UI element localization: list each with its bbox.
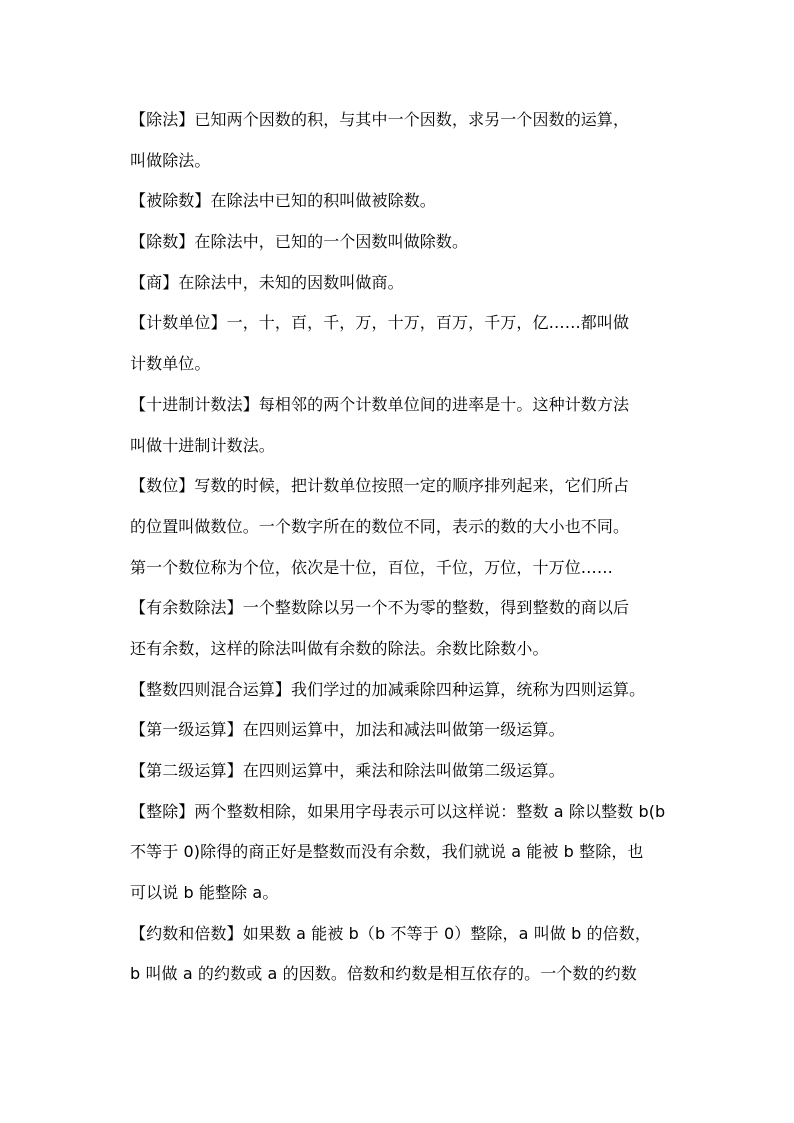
text-line: 【约数和倍数】如果数 a 能被 b（b 不等于 0）整除，a 叫做 b 的倍数， bbox=[130, 923, 651, 943]
text-line: 【整除】两个整数相除，如果用字母表示可以这样说：整数 a 除以整数 b(b bbox=[130, 801, 666, 821]
text-line: 计数单位。 bbox=[130, 354, 211, 374]
text-line: 【数位】写数的时候，把计数单位按照一定的顺序排列起来，它们所占 bbox=[130, 476, 630, 496]
text-line: 第一个数位称为个位，依次是十位，百位，千位，万位，十万位…… bbox=[130, 557, 614, 577]
text-line: 可以说 b 能整除 a。 bbox=[130, 883, 279, 903]
text-line: 【除法】已知两个因数的积，与其中一个因数，求另一个因数的运算， bbox=[130, 110, 630, 129]
text-line: 叫做除法。 bbox=[130, 150, 211, 170]
text-line: 【整数四则混合运算】我们学过的加减乘除四种运算，统称为四则运算。 bbox=[130, 679, 646, 699]
text-line: 【商】在除法中，未知的因数叫做商。 bbox=[130, 272, 404, 292]
text-line: b 叫做 a 的约数或 a 的因数。倍数和约数是相互依存的。一个数的约数 bbox=[130, 964, 637, 984]
text-line: 【第二级运算】在四则运算中，乘法和除法叫做第二级运算。 bbox=[130, 761, 565, 780]
text-line: 【计数单位】一，十，百，千，万，十万，百万，千万，亿……都叫做 bbox=[130, 313, 630, 333]
text-line: 叫做十进制计数法。 bbox=[130, 435, 275, 455]
text-line: 不等于 0)除得的商正好是整数而没有余数，我们就说 a 能被 b 整除，也 bbox=[130, 842, 644, 862]
text-line: 【第一级运算】在四则运算中，加法和减法叫做第一级运算。 bbox=[130, 720, 565, 740]
document-body bbox=[130, 100, 670, 995]
text-line: 【十进制计数法】每相邻的两个计数单位间的进率是十。这种计数方法 bbox=[130, 394, 630, 414]
text-line: 的位置叫做数位。一个数字所在的数位不同，表示的数的大小也不同。 bbox=[130, 516, 630, 536]
text-line: 【除数】在除法中，已知的一个因数叫做除数。 bbox=[130, 232, 469, 252]
text-line: 【被除数】在除法中已知的积叫做被除数。 bbox=[130, 191, 436, 211]
text-line: 【有余数除法】一个整数除以另一个不为零的整数，得到整数的商以后 bbox=[130, 598, 630, 618]
text-line: 还有余数，这样的除法叫做有余数的除法。余数比除数小。 bbox=[130, 638, 549, 658]
